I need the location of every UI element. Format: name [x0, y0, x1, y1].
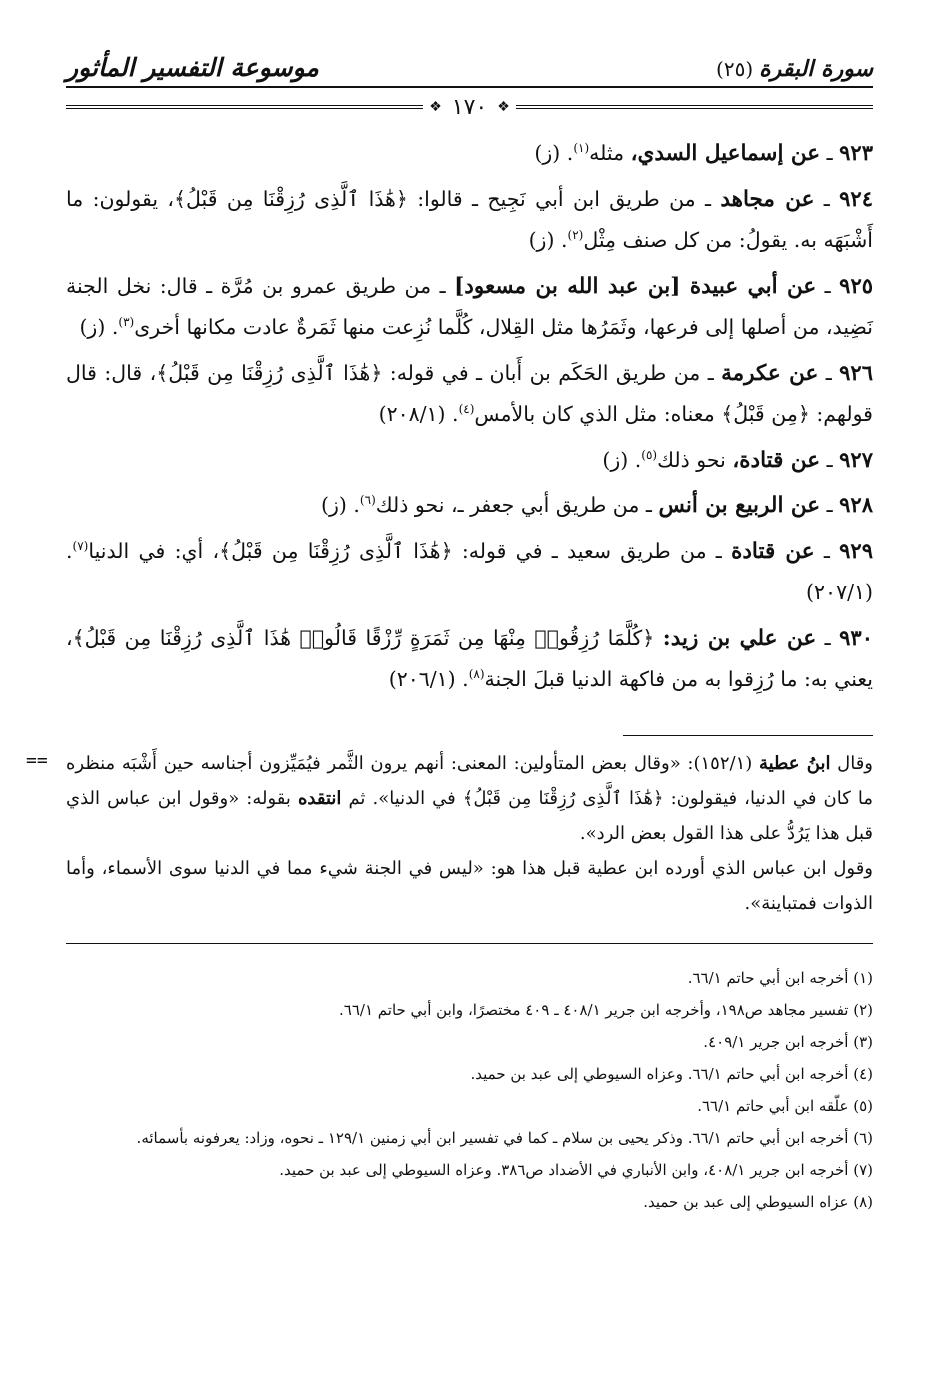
divider-right [66, 105, 423, 109]
commentary-paragraph: وقول ابن عباس الذي أورده ابن عطية قبل هذا هو: «ليس في الجنة شيء مما في الدنيا سوى الأسماء، وأما الذوات فمتباينة». [66, 857, 873, 914]
footnote-ref[interactable]: (٢) [567, 228, 584, 243]
entry-source: عن قتادة، [732, 447, 821, 473]
entry-text: نحو ذلك [657, 447, 733, 472]
footnotes [66, 964, 873, 1216]
commentary-separator [623, 735, 873, 736]
surah-name: سورة البقرة [759, 56, 873, 82]
surah-title [716, 56, 873, 82]
narration-927: ٩٢٧ ـ عن قتادة، نحو ذلك$^{(٥)}$. (ز) [602, 446, 873, 473]
entry-source: عن الربيع بن أنس [658, 493, 821, 518]
page-number-line [66, 96, 873, 118]
narration-929: ٩٢٩ ـ عن قتادة ـ من طريق سعيد ـ في قوله: ﴿هَٰذَا ٱلَّذِى رُزِقْنَا مِن قَبْلُ﴾، أي: في الدنيا$^{(٧)}$. (٢٠٧/١) [66, 537, 873, 604]
commentary-paragraph: وقال ابنُ عطية (١٥٢/١): «وقال بعض المتأولين: المعنى: أنهم يرون الثَّمر فيُمَيِّزون أجناسه حين أَشْبَه منظره ما كان في الدنيا، فيقولون: ﴿هَٰذَا ٱلَّذِى رُزِقْنَا مِن قَبْلُ﴾ في الدنيا». ثم انتقده بقوله: «وقول ابن عباس الذي قبل هذا يَرُدُّ على هذا القول بعض الرد». [66, 752, 873, 844]
narration-925: ٩٢٥ ـ عن أبي عبيدة [بن عبد الله بن مسعود] ـ من طريق عمرو بن مُرَّة ـ قال: نخل الجنة نَضِيد، من أصلها إلى فرعها، وثَمَرُها مثل القِلال، كُلَّما نُزِعت منها ثَمَرةٌ عادت مكانها أخرى$^{(٣)}$. (ز) [66, 272, 874, 339]
footnote-6: (٦) أخرجه ابن أبي حاتم ٦٦/١. وذكر يحيى بن سلام ـ كما في تفسير ابن أبي زمنين ١٢٩/١ ـ نحوه، وزاد: يعرفونه بأسمائه. [136, 1128, 873, 1147]
page-number: ١٧٠ [451, 94, 488, 120]
scholar-name: ابنُ عطية [758, 752, 831, 774]
entry-text: مثله [589, 141, 631, 165]
entry-text: ﴿كُلَّمَا رُزِقُوا۟ مِنْهَا مِن ثَمَرَةٍ رِّزْقًا قَالُوا۟ هَٰذَا ٱلَّذِى رُزِقْنَا مِن قَبْلُ﴾، يعني به: ما رُزِقوا به من فاكهة الدنيا قبلَ الجنة [66, 625, 873, 691]
entry-text: ـ من طريق عمرو بن مُرَّة ـ قال: نخل الجنة نَضِيد، من أصلها إلى فرعها، وثَمَرُها مثل القِلال، كُلَّما نُزِعت منها ثَمَرةٌ عادت مكانها أخرى [66, 273, 873, 339]
continuation-marker: == [26, 749, 48, 771]
footnote-ref[interactable]: (٨) [468, 667, 485, 682]
entry-number: ٩٢٧ [839, 446, 873, 472]
footnote-7: (٧) أخرجه ابن جرير ٤٠٨/١، وابن الأنباري في الأضداد ص٣٨٦. وعزاه السيوطي إلى عبد بن حميد. [279, 1160, 873, 1179]
entry-source: عن أبي عبيدة [بن عبد الله بن مسعود] [454, 273, 817, 299]
footnote-ref[interactable]: (٥) [641, 447, 658, 462]
footnote-ref[interactable]: (٦) [359, 493, 376, 508]
divider-left [516, 105, 873, 109]
header-rule [66, 86, 873, 88]
narration-928: ٩٢٨ ـ عن الربيع بن أنس ـ من طريق أبي جعفر ـ، نحو ذلك$^{(٦)}$. (ز) [320, 492, 873, 518]
surah-number: (٢٥) [716, 57, 754, 81]
entry-reference: (ز) [534, 141, 561, 165]
footnotes-separator [66, 943, 873, 944]
entry-source: عن عكرمة [721, 360, 819, 386]
running-header [66, 40, 873, 82]
narrations [66, 132, 873, 701]
entry-source: عن مجاهد [720, 186, 815, 212]
entry-number: ٩٢٣ [839, 140, 873, 165]
entry-number: ٩٢٦ [839, 359, 873, 385]
entry-number: ٩٢٨ [839, 492, 873, 517]
entry-source: عن علي بن زيد: [662, 625, 817, 651]
narration-930: ٩٣٠ ـ عن علي بن زيد: ﴿كُلَّمَا رُزِقُوا۟ مِنْهَا مِن ثَمَرَةٍ رِّزْقًا قَالُوا۟ هَٰذَا ٱلَّذِى رُزِقْنَا مِن قَبْلُ﴾، يعني به: ما رُزِقوا به من فاكهة الدنيا قبلَ الجنة$^{(٨)}$. (٢٠٦/١) [66, 624, 873, 691]
entry-reference: (ز) [79, 315, 106, 339]
entry-number: ٩٢٩ [839, 537, 873, 563]
entry-reference: (٢٠٨/١) [378, 402, 446, 426]
entry-text: ـ من طريق الحَكَم بن أَبان ـ في قوله: ﴿هَٰذَا ٱلَّذِى رُزِقْنَا مِن قَبْلُ﴾، قال: قال قولهم: ﴿مِن قَبْلُ﴾ معناه: مثل الذي كان بالأمس [66, 360, 873, 426]
commentary-block [26, 746, 873, 921]
entry-reference: (٢٠٦/١) [388, 667, 456, 691]
entry-source: عن قتادة [731, 538, 815, 564]
footnote-4: (٤) أخرجه ابن أبي حاتم ٦٦/١. وعزاه السيوطي إلى عبد بن حميد. [470, 1064, 873, 1083]
footnote-ref[interactable]: (٣) [118, 315, 135, 330]
entry-number: ٩٣٠ [839, 624, 873, 650]
narration-924: ٩٢٤ ـ عن مجاهد ـ من طريق ابن أبي نَجِيح ـ قالوا: ﴿هَٰذَا ٱلَّذِى رُزِقْنَا مِن قَبْلُ﴾، يقولون: ما أَشْبَهَه به. يقولُ: من كل صنف مِثْل$^{(٢)}$. (ز) [66, 185, 873, 252]
footnote-ref[interactable]: (٧) [72, 538, 89, 553]
entry-source: عن إسماعيل السدي، [630, 141, 821, 166]
entry-text: ـ من طريق ابن أبي نَجِيح ـ قالوا: ﴿هَٰذَا ٱلَّذِى رُزِقْنَا مِن قَبْلُ﴾، يقولون: ما أَشْبَهَه به. يقولُ: من كل صنف مِثْل [66, 186, 873, 252]
entry-reference: (٢٠٧/١) [806, 580, 873, 604]
footnote-5: (٥) علّقه ابن أبي حاتم ٦٦/١. [697, 1096, 873, 1115]
footnote-ref[interactable]: (٤) [458, 402, 475, 417]
entry-reference: (ز) [528, 228, 555, 252]
entry-number: ٩٢٥ [839, 272, 874, 298]
footnote-1: (١) أخرجه ابن أبي حاتم ٦٦/١. [687, 968, 873, 987]
book-title: موسوعة التفسير المأثور [66, 53, 319, 82]
narration-926: ٩٢٦ ـ عن عكرمة ـ من طريق الحَكَم بن أَبان ـ في قوله: ﴿هَٰذَا ٱلَّذِى رُزِقْنَا مِن قَبْلُ﴾، قال: قال قولهم: ﴿مِن قَبْلُ﴾ معناه: مثل الذي كان بالأمس$^{(٤)}$. (٢٠٨/١) [66, 359, 873, 426]
entry-number: ٩٢٤ [839, 185, 873, 211]
footnote-3: (٣) أخرجه ابن جرير ٤٠٩/١. [703, 1032, 873, 1051]
footnote-8: (٨) عزاه السيوطي إلى عبد بن حميد. [643, 1192, 873, 1211]
ornament-icon: ❖ [497, 99, 510, 115]
narration-923: ٩٢٣ ـ عن إسماعيل السدي، مثله$^{(١)}$. (ز) [534, 140, 873, 166]
footnote-2: (٢) تفسير مجاهد ص١٩٨، وأخرجه ابن جرير ٤٠٨/١ ـ ٤٠٩ مختصرًا، وابن أبي حاتم ٦٦/١. [339, 1000, 873, 1019]
entry-text: ـ من طريق أبي جعفر ـ، نحو ذلك [375, 493, 659, 517]
entry-reference: (ز) [320, 493, 347, 517]
ornament-icon: ❖ [429, 99, 442, 115]
footnote-ref[interactable]: (١) [573, 141, 590, 156]
critique-word: انتقده [297, 787, 342, 809]
entry-reference: (ز) [602, 447, 629, 472]
entry-text: ـ من طريق سعيد ـ في قوله: ﴿هَٰذَا ٱلَّذِى رُزِقْنَا مِن قَبْلُ﴾، أي: في الدنيا [88, 538, 732, 563]
